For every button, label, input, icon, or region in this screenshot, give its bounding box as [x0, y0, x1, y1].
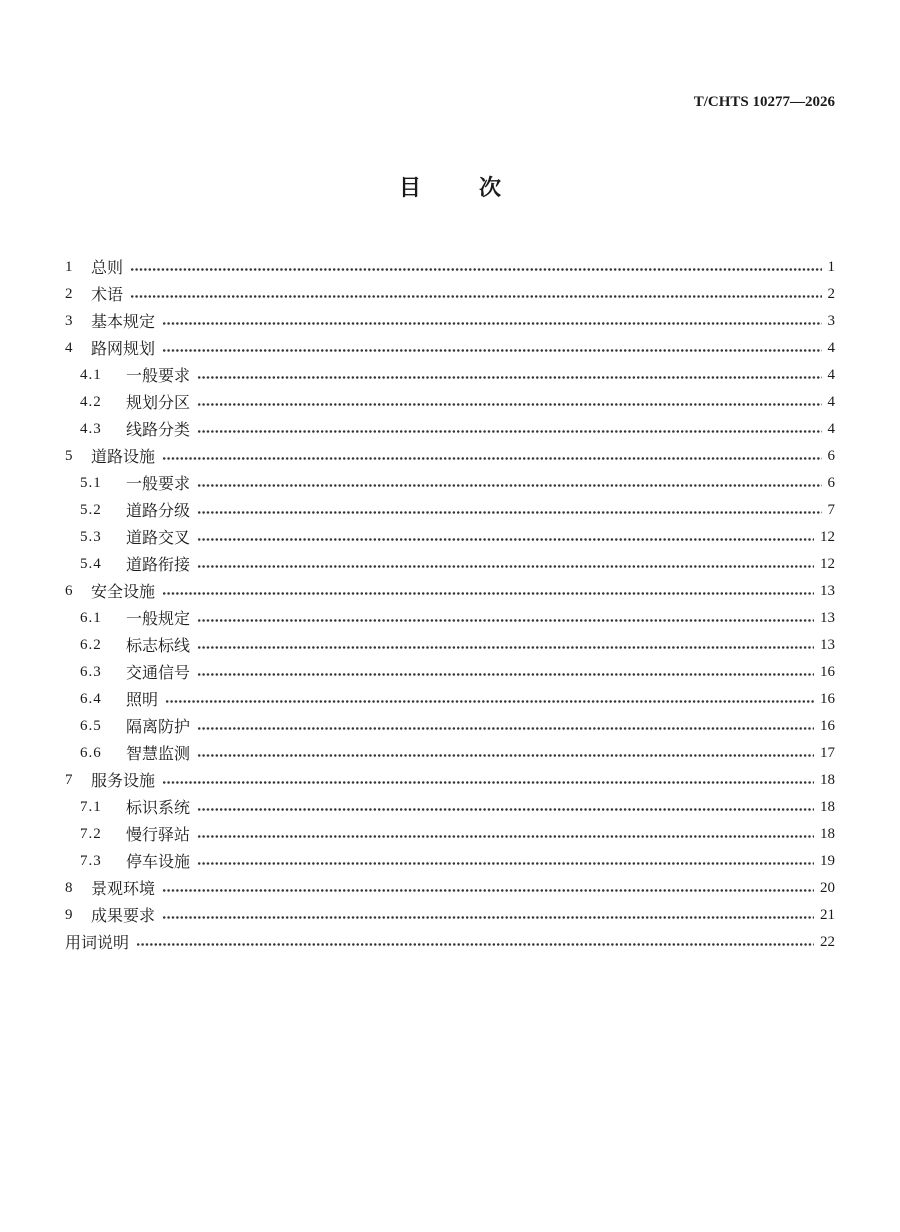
- toc-entry-page: 7: [827, 502, 835, 518]
- dot-leader: [197, 484, 821, 487]
- toc-entry-title: 道路分级: [126, 501, 191, 520]
- toc-entry-page: 20: [820, 880, 835, 896]
- toc-entry-page: 17: [820, 745, 835, 761]
- toc-entry: [65, 497, 835, 524]
- toc-entry-page: 19: [820, 853, 835, 869]
- toc-entry: [65, 875, 835, 902]
- toc-entry-title: 安全设施: [91, 582, 156, 601]
- toc-entry-page: 16: [820, 718, 835, 734]
- toc-entry: [65, 416, 835, 443]
- toc-entry-page: 6: [827, 475, 835, 491]
- toc-entry-number: 8: [65, 880, 73, 896]
- toc-entry-title: 标志标线: [126, 636, 191, 655]
- toc-entry: [65, 605, 835, 632]
- toc-entry-number: 1: [65, 259, 73, 275]
- toc-entry-page: 18: [820, 772, 835, 788]
- toc-entry: [65, 794, 835, 821]
- dot-leader: [197, 646, 814, 649]
- toc-entry: [65, 551, 835, 578]
- standard-code-number: 10277—2026: [752, 94, 835, 110]
- dot-leader: [162, 349, 821, 352]
- toc-entry: [65, 362, 835, 389]
- toc-entry-number: 6.3: [80, 664, 102, 680]
- toc-entry-number: 5.4: [80, 556, 102, 572]
- toc-entry-title: 慢行驿站: [126, 825, 191, 844]
- toc-entry-page: 12: [820, 556, 835, 572]
- toc-entry-title: 线路分类: [126, 420, 191, 439]
- toc-entry-number: 7.2: [80, 826, 102, 842]
- toc-entry: [65, 281, 835, 308]
- toc-entry-number: 5.3: [80, 529, 102, 545]
- toc-entry: [65, 335, 835, 362]
- toc-entry-number: 6: [65, 583, 73, 599]
- dot-leader: [136, 943, 814, 946]
- toc-entry: [65, 524, 835, 551]
- toc-entry-page: 4: [827, 340, 835, 356]
- toc-entry: [65, 848, 835, 875]
- toc-entry-title: 规划分区: [126, 393, 191, 412]
- toc-entry-number: 4.2: [80, 394, 102, 410]
- toc-entry-number: 4.1: [80, 367, 102, 383]
- dot-leader: [197, 673, 814, 676]
- toc-entry-page: 6: [827, 448, 835, 464]
- dot-leader: [130, 295, 821, 298]
- toc-entry-page: 1: [827, 259, 835, 275]
- toc-entry: [65, 389, 835, 416]
- toc-entry-title: 术语: [91, 285, 124, 304]
- toc-entry: [65, 254, 835, 281]
- toc-entry-page: 13: [820, 583, 835, 599]
- toc-entry-page: 4: [827, 367, 835, 383]
- toc-entry-page: 13: [820, 610, 835, 626]
- toc-entry-number: 9: [65, 907, 73, 923]
- dot-leader: [165, 700, 814, 703]
- toc-entry-page: 18: [820, 799, 835, 815]
- toc-entry-number: 3: [65, 313, 73, 329]
- toc-entry-page: 16: [820, 664, 835, 680]
- toc-entry-title: 用词说明: [65, 933, 130, 952]
- toc-entry-number: 6.4: [80, 691, 102, 707]
- dot-leader: [197, 511, 821, 514]
- standard-code: [694, 92, 835, 112]
- toc-entry: [65, 740, 835, 767]
- toc-entry-page: 3: [827, 313, 835, 329]
- toc-entry-page: 16: [820, 691, 835, 707]
- toc-entry-number: 6.1: [80, 610, 102, 626]
- standard-code-prefix: T/CHTS: [693, 94, 749, 110]
- toc-entry-number: 6.6: [80, 745, 102, 761]
- dot-leader: [197, 565, 814, 568]
- toc-entry-title: 景观环境: [91, 879, 156, 898]
- dot-leader: [162, 781, 814, 784]
- toc-entry-title: 成果要求: [91, 906, 156, 925]
- dot-leader: [197, 862, 814, 865]
- toc-entry: [65, 443, 835, 470]
- dot-leader: [162, 592, 814, 595]
- toc-entry-title: 智慧监测: [126, 744, 191, 763]
- toc-entry-number: 2: [65, 286, 73, 302]
- toc-entry-number: 7.3: [80, 853, 102, 869]
- toc-entry: [65, 578, 835, 605]
- toc-entry-number: 7.1: [80, 799, 102, 815]
- table-of-contents: [65, 254, 835, 956]
- toc-entry-number: 4: [65, 340, 73, 356]
- dot-leader: [197, 376, 821, 379]
- toc-entry-title: 照明: [126, 690, 159, 709]
- dot-leader: [162, 889, 814, 892]
- toc-entry-title: 一般要求: [126, 474, 191, 493]
- dot-leader: [197, 538, 814, 541]
- toc-entry: [65, 713, 835, 740]
- dot-leader: [130, 268, 821, 271]
- toc-entry-page: 12: [820, 529, 835, 545]
- toc-entry: [65, 632, 835, 659]
- toc-entry: [65, 929, 835, 956]
- dot-leader: [197, 808, 814, 811]
- page-title: 目次: [398, 175, 559, 200]
- toc-entry-title: 道路衔接: [126, 555, 191, 574]
- toc-entry: [65, 308, 835, 335]
- toc-entry-title: 总则: [91, 258, 124, 277]
- toc-entry-number: 6.2: [80, 637, 102, 653]
- toc-entry-page: 2: [827, 286, 835, 302]
- toc-entry-page: 13: [820, 637, 835, 653]
- toc-entry-title: 一般要求: [126, 366, 191, 385]
- toc-entry-page: 22: [820, 934, 835, 950]
- toc-entry-page: 4: [827, 421, 835, 437]
- toc-entry: [65, 470, 835, 497]
- toc-entry-number: 5.1: [80, 475, 102, 491]
- dot-leader: [197, 835, 814, 838]
- toc-entry-title: 服务设施: [91, 771, 156, 790]
- toc-entry-number: 5.2: [80, 502, 102, 518]
- toc-entry: [65, 821, 835, 848]
- toc-entry-page: 18: [820, 826, 835, 842]
- dot-leader: [162, 457, 821, 460]
- toc-entry-title: 标识系统: [126, 798, 191, 817]
- toc-entry-title: 停车设施: [126, 852, 191, 871]
- toc-entry-number: 5: [65, 448, 73, 464]
- toc-entry-number: 4.3: [80, 421, 102, 437]
- dot-leader: [162, 916, 814, 919]
- toc-entry-title: 交通信号: [126, 663, 191, 682]
- toc-entry: [65, 686, 835, 713]
- toc-entry-title: 路网规划: [91, 339, 156, 358]
- toc-entry-title: 道路交叉: [126, 528, 191, 547]
- toc-entry: [65, 659, 835, 686]
- dot-leader: [197, 403, 821, 406]
- dot-leader: [197, 430, 821, 433]
- toc-entry: [65, 902, 835, 929]
- toc-entry-title: 一般规定: [126, 609, 191, 628]
- dot-leader: [197, 727, 814, 730]
- toc-entry-page: 4: [827, 394, 835, 410]
- dot-leader: [162, 322, 821, 325]
- toc-entry-number: 6.5: [80, 718, 102, 734]
- dot-leader: [197, 619, 814, 622]
- toc-entry-title: 隔离防护: [126, 717, 191, 736]
- dot-leader: [197, 754, 814, 757]
- toc-entry-number: 7: [65, 772, 73, 788]
- toc-entry-page: 21: [820, 907, 835, 923]
- toc-entry: [65, 767, 835, 794]
- toc-entry-title: 道路设施: [91, 447, 156, 466]
- toc-entry-title: 基本规定: [91, 312, 156, 331]
